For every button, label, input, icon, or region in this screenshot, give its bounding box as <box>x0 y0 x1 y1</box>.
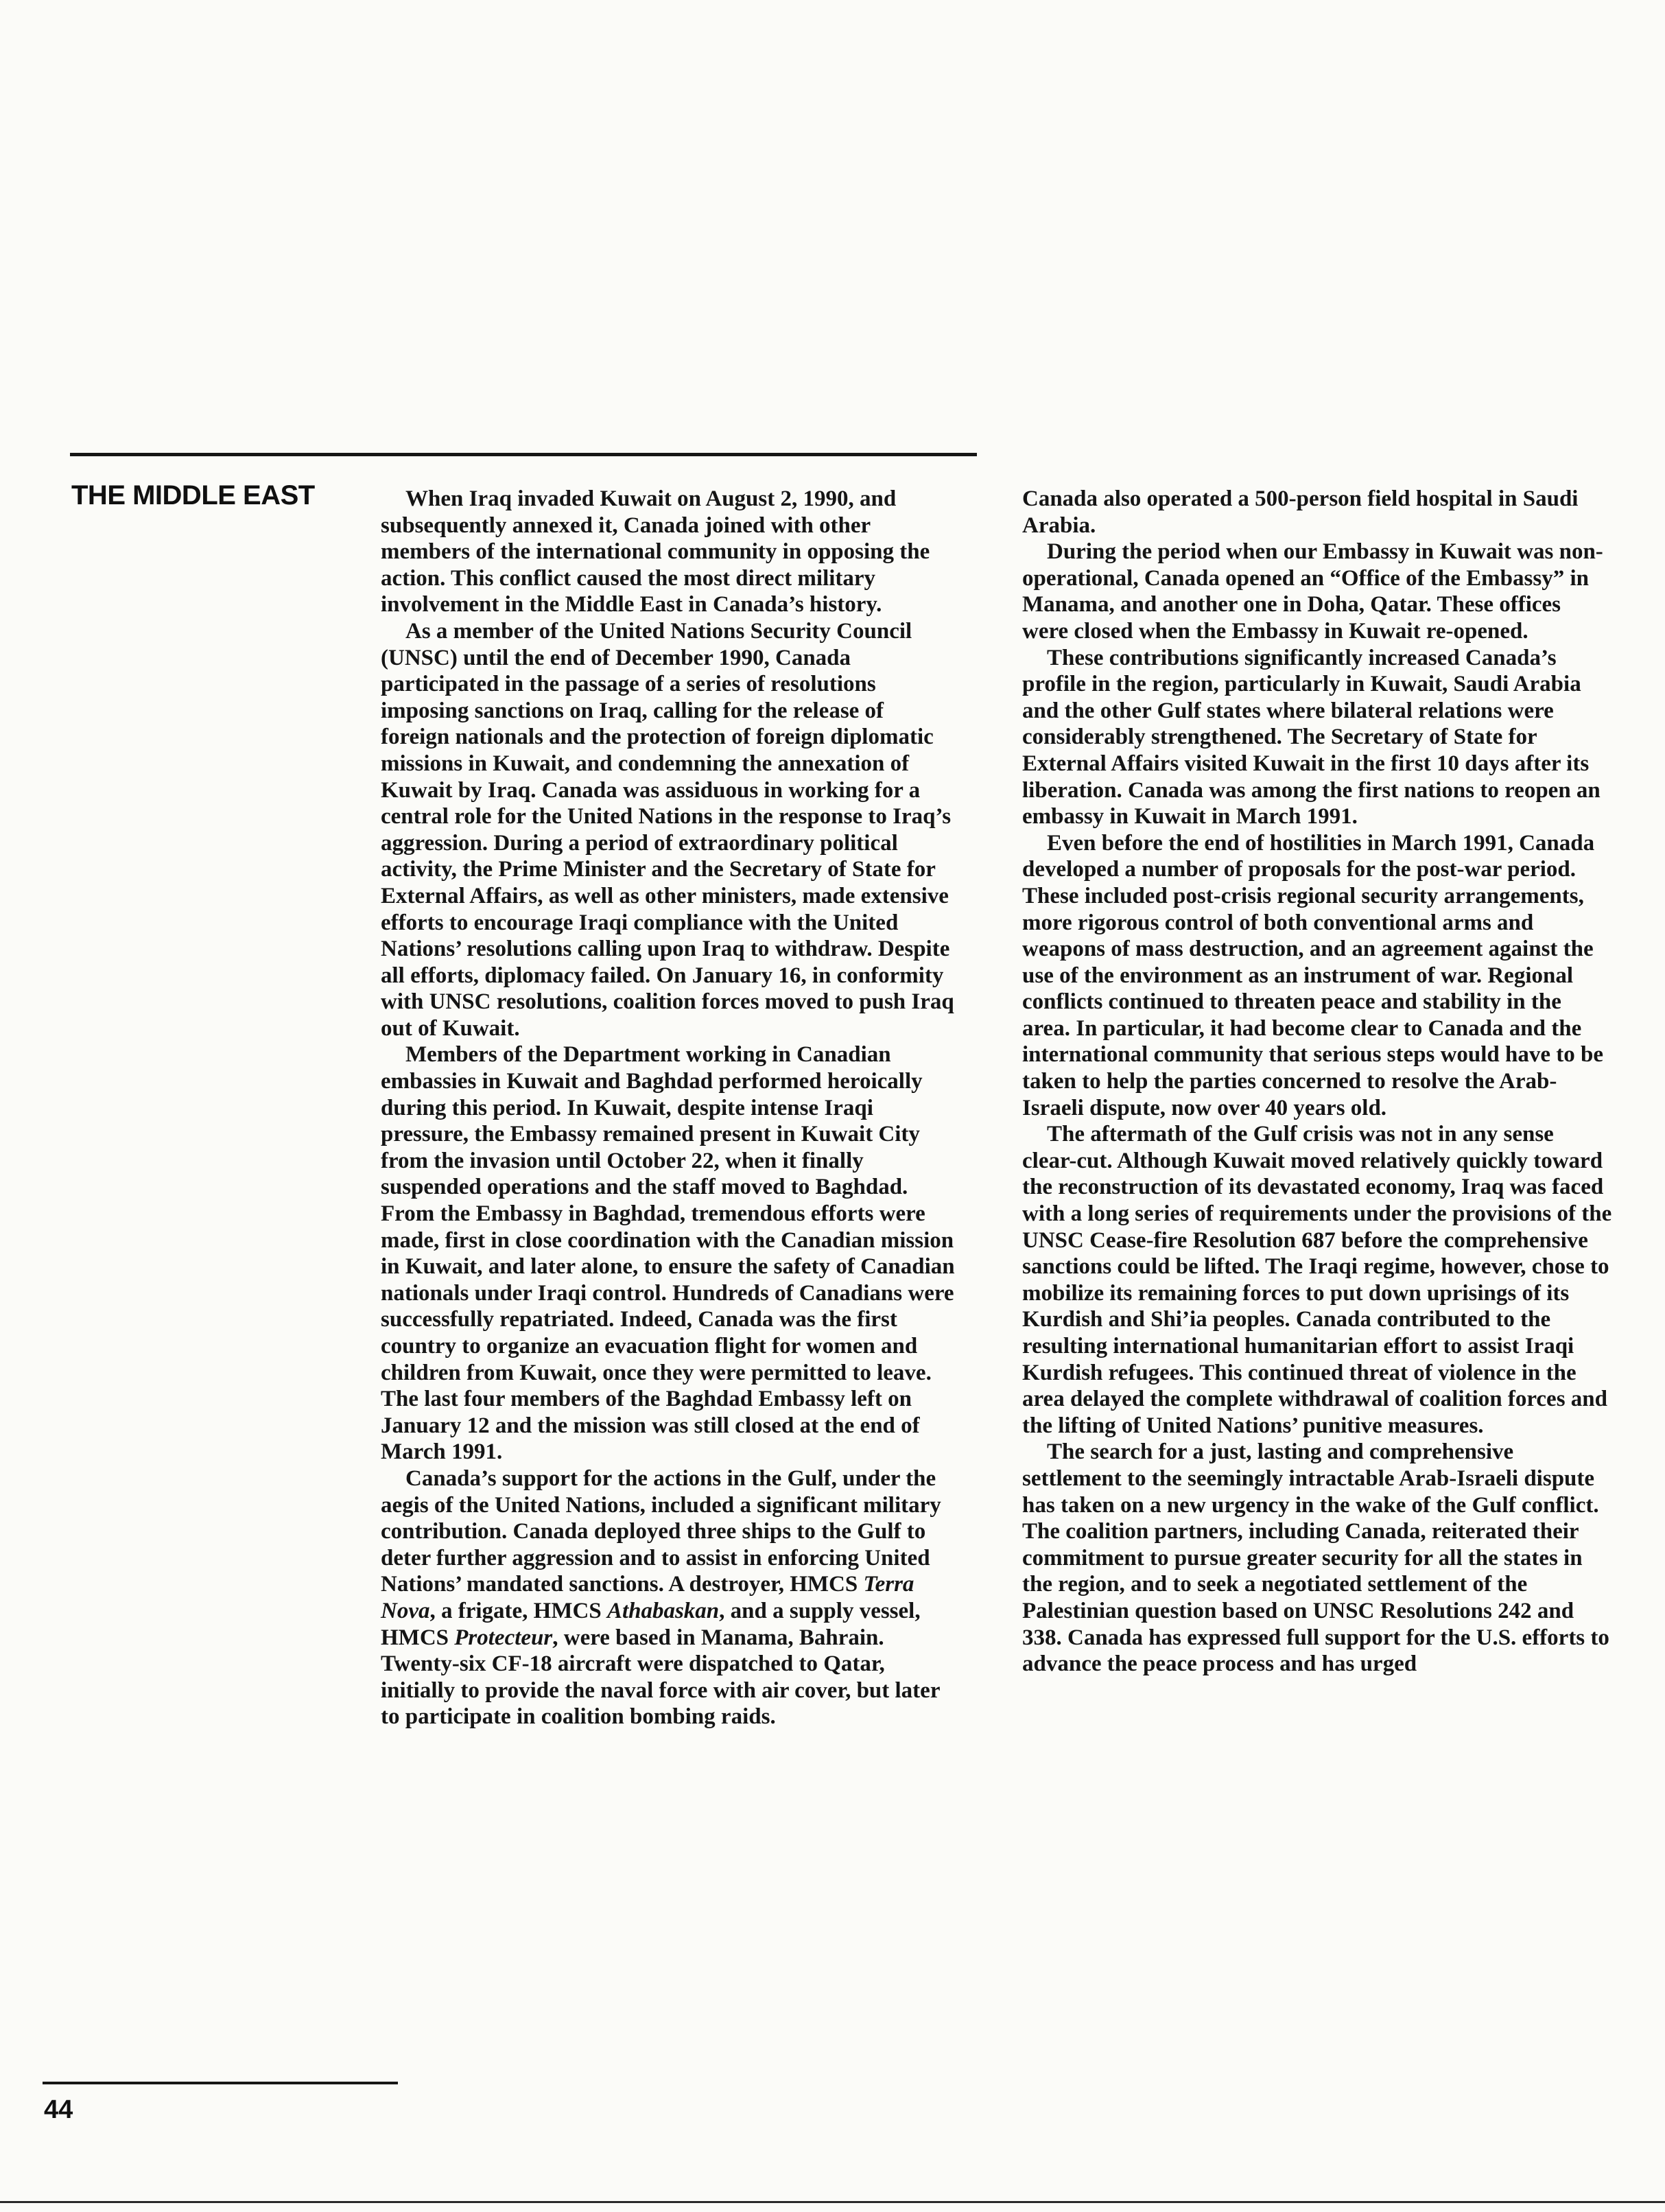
military-text-part-3: , and a supply vessel, HMCS <box>381 1598 921 1650</box>
paragraph-arab-israeli-settlement: The search for a just, lasting and comprehensive settlement to the seemingly intractable Arab-Israeli dispute has taken on a new urgency in the wake of the Gulf conflict. The coalition partners, including Canada, reiterated their commitment to pursue greater security for all the states in the region, and to seek a negotiated settlement of the Palestinian question based on UNSC Resolutions 242 and 338. Canada has expressed full support for the U.S. efforts to advance the peace process and has urged <box>1022 1439 1609 1677</box>
paragraph-iraq-invasion: When Iraq invaded Kuwait on August 2, 1990, and subsequently annexed it, Canada joined with other members of the international community in opposing the action. This conflict caused the most direct military involvement in the Middle East in Canada’s history. <box>381 486 930 617</box>
military-text-part-1: Canada’s support for the actions in the Gulf, under the aegis of the United Nations, included a significant military contribution. Canada deployed three ships to the Gulf to deter further aggression and to assist in enforcing United Nations’ mandated sanctions. A destroyer, HMCS <box>381 1466 941 1597</box>
paragraph-embassy-staff: Members of the Department working in Canadian embassies in Kuwait and Baghdad performed heroically during this period. In Kuwait, despite intense Iraqi pressure, the Embassy remained present in Kuwait City from the invasion until October 22, when it finally suspended operations and the staff moved to Baghdad. From the Embassy in Baghdad, tremendous efforts were made, first in close coordination with the Canadian mission in Kuwait, and later alone, to ensure the safety of Canadian nationals under Iraqi control. Hundreds of Canadians were successfully repatriated. Indeed, Canada was the first country to organize an evacuation flight for women and children from Kuwait, once they were permitted to leave. The last four members of the Baghdad Embassy left on January 12 and the mission was still closed at the end of March 1991. <box>381 1042 955 1465</box>
ship-name-athabaskan: Athabaskan <box>606 1598 720 1623</box>
right-text-column <box>1022 486 1612 1678</box>
paragraph-post-war-proposals: Even before the end of hostilities in March 1991, Canada developed a number of proposals for the post-war period. These included post-crisis regional security arrangements, more rigorous control of both conventional arms and weapons of mass destruction, and an agreement against the use of the environment as an instrument of war. Regional conflicts continued to threaten peace and stability in the area. In particular, it had become clear to Canada and the international community that serious steps would have to be taken to help the parties concerned to resolve the Arab-Israeli dispute, now over 40 years old. <box>1022 830 1604 1120</box>
section-top-rule <box>70 453 977 456</box>
paragraph-gulf-aftermath: The aftermath of the Gulf crisis was not in any sense clear-cut. Although Kuwait moved relatively quickly toward the reconstruction of its devastated economy, Iraq was faced with a long series of requirements under the provisions of the UNSC Cease-fire Resolution 687 before the comprehensive sanctions could be lifted. The Iraqi regime, however, chose to mobilize its remaining forces to put down uprisings of its Kurdish and Shi’ia peoples. Canada contributed to the resulting international humanitarian effort to assist Iraqi Kurdish refugees. This continued threat of violence in the area delayed the complete withdrawal of coalition forces and the lifting of United Nations’ punitive measures. <box>1022 1122 1612 1438</box>
ship-name-protecteur: Protecteur <box>454 1625 553 1650</box>
section-title: THE MIDDLE EAST <box>71 480 315 510</box>
paragraph-military-contribution <box>381 1466 957 1730</box>
military-text-part-4: , were based in Manama, Bahrain. Twenty-six CF-18 aircraft were dispatched to Qatar, initially to provide the naval force with air cover, but later to participate in coalition bombing raids. <box>381 1625 940 1730</box>
page-edge-line <box>0 2201 1665 2203</box>
left-text-column <box>381 486 957 1730</box>
paragraph-canada-profile: These contributions significantly increased Canada’s profile in the region, particularly in Kuwait, Saudi Arabia and the other Gulf states where bilateral relations were considerably strengthened. The Secretary of State for External Affairs visited Kuwait in the first 10 days after its liberation. Canada was among the first nations to reopen an embassy in Kuwait in March 1991. <box>1022 645 1601 830</box>
footer-rule <box>43 2082 398 2084</box>
paragraph-field-hospital: Canada also operated a 500-person field hospital in Saudi Arabia. <box>1022 486 1579 538</box>
paragraph-unsc-membership: As a member of the United Nations Security Council (UNSC) until the end of December 1990, Canada participated in the passage of a series of resolutions imposing sanctions on Iraq, calling for the release of foreign nationals and the protection of foreign diplomatic missions in Kuwait, and condemning the annexation of Kuwait by Iraq. Canada was assiduous in working for a central role for the United Nations in the response to Iraq’s aggression. During a period of extraordinary political activity, the Prime Minister and the Secretary of State for External Affairs, as well as other ministers, made extensive efforts to encourage Iraqi compliance with the United Nations’ resolutions calling upon Iraq to withdraw. Despite all efforts, diplomacy failed. On January 16, in conformity with UNSC resolutions, coalition forces moved to push Iraq out of Kuwait. <box>381 618 954 1041</box>
military-text-part-2: , a frigate, HMCS <box>429 1598 607 1623</box>
paragraph-office-of-embassy: During the period when our Embassy in Kuwait was non-operational, Canada opened an “Office of the Embassy” in Manama, and another one in Doha, Qatar. These offices were closed when the Embassy in Kuwait re-opened. <box>1022 539 1603 644</box>
page-number: 44 <box>44 2095 73 2124</box>
ship-name-terra-nova: Terra Nova <box>381 1572 914 1623</box>
